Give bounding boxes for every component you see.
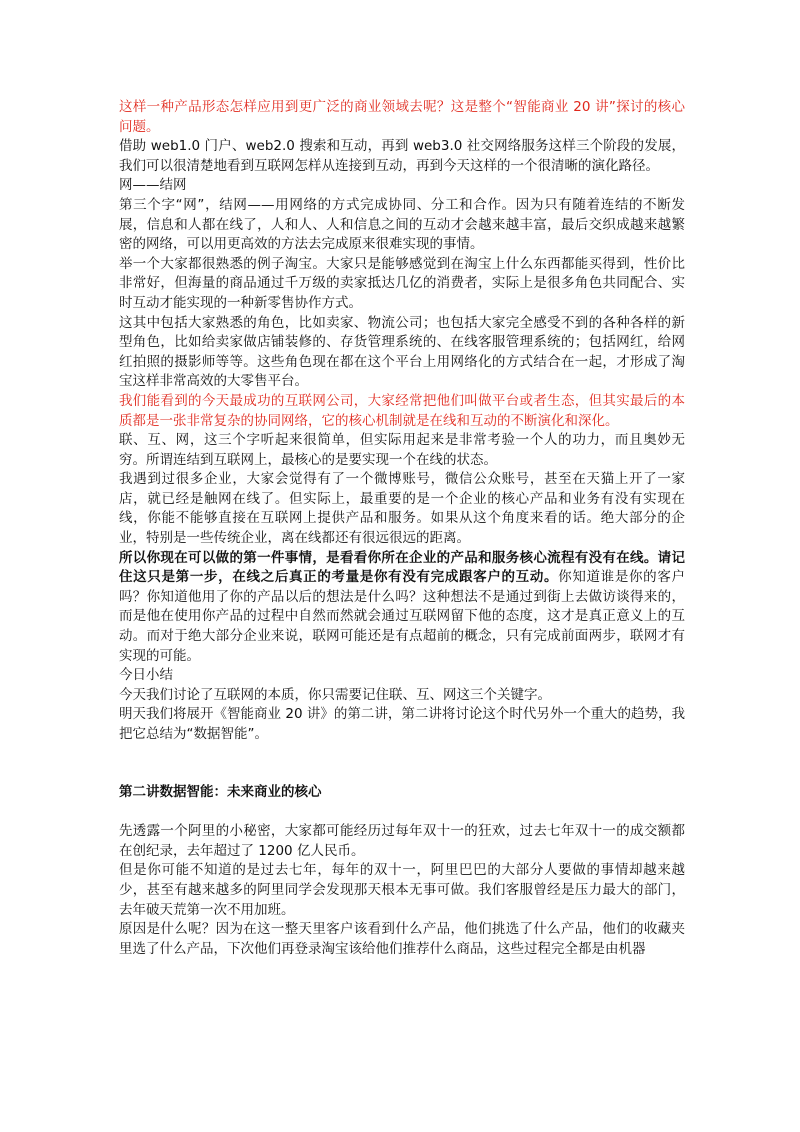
paragraph-web-evolution: 借助 web1.0 门户、web2.0 搜索和互动，再到 web3.0 社交网络服务这样三个阶段的发展，我们可以很清楚地看到互联网怎样从连接到互动，再到今天这样的一个很清晰的演化路径。 — [119, 138, 685, 174]
spacer — [119, 802, 685, 822]
paragraph-tomorrow: 明天我们将展开《智能商业 20 讲》的第二讲，第二讲将讨论这个时代另外一个重大的趋势，我把它总结为“数据智能”。 — [119, 706, 685, 742]
paragraph-summary-title: 今日小结 — [119, 667, 173, 684]
paragraph-enterprises: 我遇到过很多企业，大家会觉得有了一个微博账号，微信公众账号，甚至在天猫上开了一家店，就已经是触网在线了。但实际上，最重要的是一个企业的核心产品和业务有没有实现在线，你能不能够直接在互联网上提供产品和服务。如果从这个角度来看的话。绝大部分的企业，特别是一些传统企业，离在线都还有很远很远的距离。 — [119, 471, 685, 547]
spacer — [119, 745, 685, 783]
document-page — [119, 98, 685, 959]
paragraph-red-platform: 我们能看到的今天最成功的互联网公司，大家经常把他们叫做平台或者生态，但其实最后的本质都是一张非常复杂的协同网络，它的核心机制就是在线和互动的不断演化和深化。 — [119, 392, 685, 429]
section-heading: 第二讲数据智能：未来商业的核心 — [119, 783, 322, 800]
paragraph-red-question: 这样一种产品形态怎样应用到更广泛的商业领域去呢？这是整个“智能商业 20 讲”探讨的核心问题。 — [119, 99, 685, 135]
paragraph-first-step-bold: 所以你现在可以做的第一件事情，是看看你所在企业的产品和服务核心流程有没有在线。请记住这只是第一步，在线之后真正的考量是你有没有完成跟客户的互动。 — [119, 549, 685, 586]
paragraph-third-word: 第三个字“网”，结网——用网络的方式完成协同、分工和合作。因为只有随着连结的不断发展，信息和人都在线了，人和人、人和信息之间的互动才会越来越丰富，最后交织成越来越繁密的网络，可以用更高效的方法去完成原来很难实现的事情。 — [119, 196, 685, 253]
paragraph-fewer-tasks: 但是你可能不知道的是过去七年，每年的双十一，阿里巴巴的大部分人要做的事情却越来越少，甚至有越来越多的阿里同学会发现那天根本无事可做。我们客服曾经是压力最大的部门，去年破天荒第一次不用加班。 — [119, 862, 685, 918]
paragraph-summary-body: 今天我们讨论了互联网的本质，你只需要记住联、互、网这三个关键字。 — [119, 686, 551, 703]
paragraph-first-step — [119, 549, 685, 667]
paragraph-singles-day: 先透露一个阿里的小秘密，大家都可能经历过每年双十一的狂欢，过去七年双十一的成交额都在创纪录，去年超过了 1200 亿人民币。 — [119, 823, 685, 859]
paragraph-three-words: 联、互、网，这三个字听起来很简单，但实际用起来是非常考验一个人的功力，而且奥妙无穷。所谓连结到互联网上，最核心的是要实现一个在线的状态。 — [119, 432, 685, 468]
paragraph-subheading-wang: 网——结网 — [119, 177, 187, 194]
paragraph-first-step-rest: 你知道谁是你的客户吗？你知道他用了你的产品以后的想法是什么吗？这种想法不是通过到街上去做访谈得来的，而是他在使用你产品的过程中自然而然就会通过互联网留下他的态度，这才是真正意义上的互动。而对于绝大部分企业来说，联网可能还是有点超前的概念，只有完成前面两步，联网才有实现的可能。 — [119, 569, 686, 664]
paragraph-taobao-example: 举一个大家都很熟悉的例子淘宝。大家只是能够感觉到在淘宝上什么东西都能买得到，性价比非常好，但海量的商品通过千万级的卖家抵达几亿的消费者，实际上是很多角色共同配合、实时互动才能实现的一种新零售协作方式。 — [119, 255, 685, 311]
paragraph-reason: 原因是什么呢？因为在这一整天里客户该看到什么产品，他们挑选了什么产品，他们的收藏夹里选了什么产品，下次他们再登录淘宝该给他们推荐什么商品，这些过程完全都是由机器 — [119, 921, 685, 957]
paragraph-roles: 这其中包括大家熟悉的角色，比如卖家、物流公司；也包括大家完全感受不到的各种各样的新型角色，比如给卖家做店铺装修的、存货管理系统的、在线客服管理系统的；包括网红，给网红拍照的摄影师等等。这些角色现在都在这个平台上用网络化的方式结合在一起，才形成了淘宝这样非常高效的大零售平台。 — [119, 314, 685, 390]
